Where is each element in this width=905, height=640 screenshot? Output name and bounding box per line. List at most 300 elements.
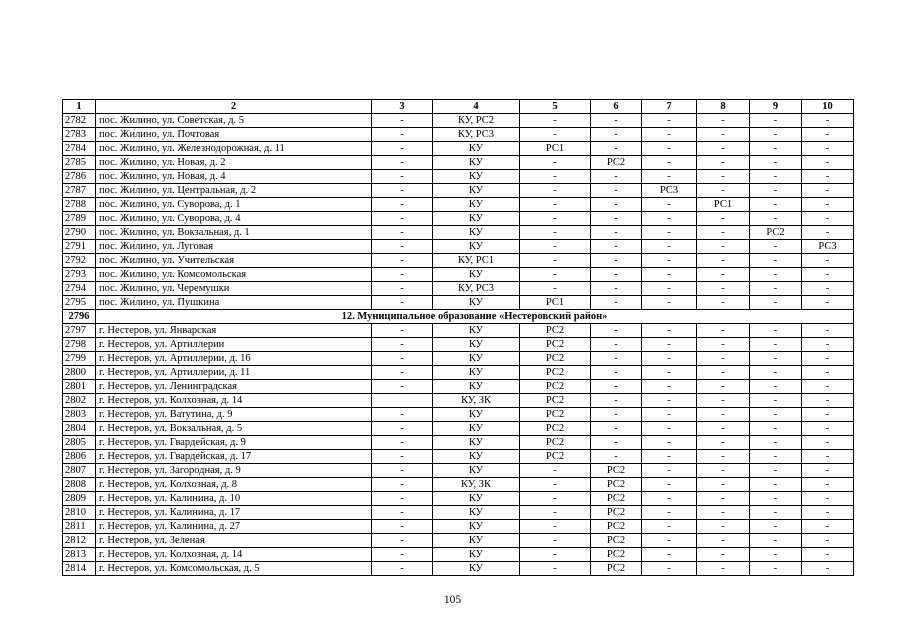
table-cell: - (802, 170, 854, 184)
table-row (63, 478, 854, 492)
table-cell: - (750, 548, 802, 562)
col-header-7: 7 (642, 100, 697, 114)
table-cell: - (802, 436, 854, 450)
table-cell: - (372, 240, 433, 254)
section-row-number: 2796 (63, 310, 96, 324)
table-cell: - (372, 338, 433, 352)
table-cell: - (520, 548, 591, 562)
table-cell: - (591, 380, 642, 394)
table-row (63, 212, 854, 226)
table-cell: КУ, ЗК (433, 394, 520, 408)
table-cell: - (591, 184, 642, 198)
table-cell: - (520, 240, 591, 254)
table-cell: - (591, 268, 642, 282)
table-cell: КУ (433, 562, 520, 576)
table-cell: - (750, 142, 802, 156)
address-cell: пос. Жилино, ул. Новая, д. 2 (96, 156, 372, 170)
address-cell: г. Нестеров, ул. Артиллерии, д. 16 (96, 352, 372, 366)
table-cell: - (802, 464, 854, 478)
table-cell: - (750, 464, 802, 478)
table-cell: - (642, 170, 697, 184)
row-number-cell: 2800 (63, 366, 96, 380)
table-cell: - (591, 128, 642, 142)
table-cell: КУ (433, 436, 520, 450)
table-cell: - (697, 394, 750, 408)
table-cell: - (697, 226, 750, 240)
table-cell: РС2 (520, 422, 591, 436)
table-cell: - (520, 464, 591, 478)
table-cell: РС2 (591, 464, 642, 478)
table-cell: - (372, 254, 433, 268)
table-cell: - (642, 128, 697, 142)
table-cell: - (697, 324, 750, 338)
table-cell: КУ (433, 296, 520, 310)
table-cell: - (802, 296, 854, 310)
col-header-8: 8 (697, 100, 750, 114)
table-cell: КУ (433, 212, 520, 226)
table-cell: - (750, 128, 802, 142)
table-cell: КУ (433, 492, 520, 506)
table-cell: - (802, 226, 854, 240)
table-cell: - (802, 534, 854, 548)
table-cell: - (802, 352, 854, 366)
address-cell: пос. Жилино, ул. Суворова, д. 1 (96, 198, 372, 212)
table-cell: - (372, 366, 433, 380)
table-cell: - (750, 268, 802, 282)
page-number: 105 (443, 594, 462, 606)
table-cell: - (697, 408, 750, 422)
table-cell: КУ, РС3 (433, 128, 520, 142)
table-cell: - (372, 422, 433, 436)
table-cell: - (372, 450, 433, 464)
table-cell: - (802, 394, 854, 408)
row-number-cell: 2801 (63, 380, 96, 394)
table-cell: - (697, 142, 750, 156)
table-cell: - (591, 422, 642, 436)
table-cell: - (591, 142, 642, 156)
table-row (63, 520, 854, 534)
address-cell: пос. Жилино, ул. Советская, д. 5 (96, 114, 372, 128)
table-cell: - (697, 450, 750, 464)
address-cell: г. Нестеров, ул. Колхозная, д. 14 (96, 394, 372, 408)
table-cell (372, 394, 433, 408)
address-cell: г. Нестеров, ул. Калинина, д. 17 (96, 506, 372, 520)
address-cell: пос. Жилино, ул. Пушкина (96, 296, 372, 310)
table-cell: - (591, 324, 642, 338)
section-row (63, 310, 854, 324)
table-cell: - (802, 562, 854, 576)
table-cell: - (591, 254, 642, 268)
table-cell: - (802, 506, 854, 520)
table-cell: - (591, 114, 642, 128)
table-cell: - (642, 478, 697, 492)
table-cell: - (802, 128, 854, 142)
row-number-cell: 2798 (63, 338, 96, 352)
table-cell: - (697, 128, 750, 142)
table-cell: - (750, 212, 802, 226)
table-cell: - (697, 240, 750, 254)
table-cell: - (642, 198, 697, 212)
table-cell: - (520, 492, 591, 506)
section-group (63, 310, 854, 324)
table-cell: - (372, 436, 433, 450)
table-row (63, 254, 854, 268)
row-number-cell: 2809 (63, 492, 96, 506)
table-cell: - (750, 184, 802, 198)
address-cell: г. Нестеров, ул. Артиллерии (96, 338, 372, 352)
table-cell: - (697, 548, 750, 562)
table-cell: РС1 (697, 198, 750, 212)
address-cell: пос. Жилино, ул. Учительская (96, 254, 372, 268)
address-cell: г. Нестеров, ул. Загородная, д. 9 (96, 464, 372, 478)
table-cell: - (591, 352, 642, 366)
table-cell: - (750, 422, 802, 436)
table-cell: - (591, 338, 642, 352)
table-row (63, 296, 854, 310)
table-cell: - (802, 156, 854, 170)
row-number-cell: 2791 (63, 240, 96, 254)
table-cell: - (802, 520, 854, 534)
table-cell: - (591, 394, 642, 408)
address-cell: г. Нестеров, ул. Колхозная, д. 8 (96, 478, 372, 492)
table-cell: - (520, 212, 591, 226)
table-cell: КУ (433, 142, 520, 156)
table-row (63, 324, 854, 338)
table-cell: КУ (433, 548, 520, 562)
table-cell: КУ (433, 324, 520, 338)
address-cell: пос. Жилино, ул. Вокзальная, д. 1 (96, 226, 372, 240)
row-number-cell: 2794 (63, 282, 96, 296)
row-number-cell: 2795 (63, 296, 96, 310)
table-cell: - (591, 170, 642, 184)
table-cell: - (750, 408, 802, 422)
table-cell: - (750, 450, 802, 464)
table-cell: - (697, 352, 750, 366)
col-header-5: 5 (520, 100, 591, 114)
table-cell: - (697, 520, 750, 534)
table-cell: - (697, 380, 750, 394)
table-cell: - (642, 520, 697, 534)
table-cell: - (642, 324, 697, 338)
table-row (63, 366, 854, 380)
address-cell: пос. Жилино, ул. Луговая (96, 240, 372, 254)
table-cell: - (520, 198, 591, 212)
table-cell: - (750, 170, 802, 184)
address-cell: г. Нестеров, ул. Артиллерии, д. 11 (96, 366, 372, 380)
table-cell: - (372, 520, 433, 534)
table-cell: - (802, 422, 854, 436)
table-cell: - (520, 520, 591, 534)
table-cell: - (750, 380, 802, 394)
table-cell: КУ, РС2 (433, 114, 520, 128)
table-cell: - (750, 198, 802, 212)
table-cell: - (642, 380, 697, 394)
table-cell: - (591, 240, 642, 254)
address-cell: г. Нестеров, ул. Калинина, д. 27 (96, 520, 372, 534)
table-cell: РС1 (520, 142, 591, 156)
table-cell: КУ (433, 520, 520, 534)
row-number-cell: 2810 (63, 506, 96, 520)
table-cell: - (750, 324, 802, 338)
table-cell: - (697, 282, 750, 296)
table-cell: - (642, 114, 697, 128)
table-cell: - (642, 394, 697, 408)
table-cell: КУ (433, 380, 520, 394)
table-cell: - (750, 352, 802, 366)
table-cell: - (802, 408, 854, 422)
col-header-10: 10 (802, 100, 854, 114)
table-cell: - (642, 408, 697, 422)
table-cell: - (802, 450, 854, 464)
table-cell: КУ (433, 268, 520, 282)
table-cell: - (642, 296, 697, 310)
table-cell: КУ (433, 422, 520, 436)
table-row (63, 562, 854, 576)
table-cell: - (697, 366, 750, 380)
address-cell: г. Нестеров, ул. Калинина, д. 10 (96, 492, 372, 506)
table-cell: КУ (433, 506, 520, 520)
table-cell: - (642, 352, 697, 366)
table-cell: - (520, 114, 591, 128)
rows-group-b (63, 324, 854, 576)
table-cell: - (750, 282, 802, 296)
table-cell: КУ (433, 366, 520, 380)
table-row (63, 464, 854, 478)
table-cell: - (372, 226, 433, 240)
table-cell: КУ (433, 198, 520, 212)
table-cell: - (520, 282, 591, 296)
table-cell: - (697, 212, 750, 226)
table-cell: - (372, 380, 433, 394)
col-header-9: 9 (750, 100, 802, 114)
table-cell: - (642, 338, 697, 352)
table-cell: - (642, 212, 697, 226)
table-cell: - (802, 492, 854, 506)
table-cell: - (697, 478, 750, 492)
table-cell: - (591, 450, 642, 464)
table-cell: - (372, 296, 433, 310)
table-cell: - (750, 366, 802, 380)
table-row (63, 422, 854, 436)
table-row (63, 184, 854, 198)
row-number-cell: 2814 (63, 562, 96, 576)
table-row (63, 142, 854, 156)
row-number-cell: 2793 (63, 268, 96, 282)
row-number-cell: 2783 (63, 128, 96, 142)
address-cell: г. Нестеров, ул. Ватутина, д. 9 (96, 408, 372, 422)
table-row (63, 198, 854, 212)
address-cell: пос. Жилино, ул. Суворова, д. 4 (96, 212, 372, 226)
table-cell: - (802, 198, 854, 212)
table-cell: - (591, 296, 642, 310)
table-cell: - (372, 128, 433, 142)
table-cell: - (750, 534, 802, 548)
table-cell: - (642, 226, 697, 240)
col-header-4: 4 (433, 100, 520, 114)
table-cell: - (802, 380, 854, 394)
table-row (63, 156, 854, 170)
table-cell: РС2 (520, 352, 591, 366)
table-row (63, 450, 854, 464)
table-cell: - (372, 548, 433, 562)
table-cell: РС2 (591, 478, 642, 492)
row-number-cell: 2805 (63, 436, 96, 450)
address-cell: г. Нестеров, ул. Гвардейская, д. 17 (96, 450, 372, 464)
table-cell: - (520, 226, 591, 240)
table-cell: - (642, 534, 697, 548)
col-header-6: 6 (591, 100, 642, 114)
table-cell: - (520, 562, 591, 576)
table-cell: - (802, 142, 854, 156)
table-cell: - (520, 506, 591, 520)
table-row (63, 534, 854, 548)
table-row (63, 240, 854, 254)
table-cell: - (372, 408, 433, 422)
section-title: 12. Муниципальное образование «Нестеровский район» (96, 310, 854, 324)
table-cell: РС2 (520, 338, 591, 352)
table-cell: - (372, 268, 433, 282)
table-row (63, 128, 854, 142)
table-cell: - (750, 296, 802, 310)
table-cell: - (802, 184, 854, 198)
address-cell: пос. Жилино, ул. Черемушки (96, 282, 372, 296)
table-cell: - (372, 156, 433, 170)
table-cell: - (642, 506, 697, 520)
table-cell: - (372, 114, 433, 128)
table-cell: - (591, 282, 642, 296)
row-number-cell: 2790 (63, 226, 96, 240)
table-cell: - (697, 114, 750, 128)
address-cell: г. Нестеров, ул. Январская (96, 324, 372, 338)
table-cell: РС2 (520, 436, 591, 450)
table-row (63, 282, 854, 296)
table-cell: КУ (433, 352, 520, 366)
table-cell: КУ (433, 170, 520, 184)
table-row (63, 338, 854, 352)
table-cell: РС2 (591, 520, 642, 534)
table-cell: - (642, 240, 697, 254)
table-cell: РС2 (591, 492, 642, 506)
table-cell: - (642, 282, 697, 296)
table-cell: КУ (433, 464, 520, 478)
table-cell: - (372, 464, 433, 478)
address-cell: пос. Жилино, ул. Новая, д. 4 (96, 170, 372, 184)
table-cell: РС2 (520, 380, 591, 394)
table-cell: - (802, 254, 854, 268)
table-cell: КУ (433, 240, 520, 254)
table-cell: - (520, 268, 591, 282)
table-row (63, 380, 854, 394)
table-cell: - (750, 156, 802, 170)
table-cell: РС2 (591, 156, 642, 170)
table-cell: - (750, 520, 802, 534)
table-cell: - (750, 338, 802, 352)
table-cell: - (520, 128, 591, 142)
table-cell: - (642, 436, 697, 450)
table-cell: - (642, 548, 697, 562)
table-row (63, 170, 854, 184)
table-row (63, 506, 854, 520)
table-cell: - (591, 226, 642, 240)
table-cell: КУ (433, 184, 520, 198)
table-cell: - (591, 212, 642, 226)
table-cell: КУ (433, 408, 520, 422)
table-cell: - (520, 170, 591, 184)
address-cell: г. Нестеров, ул. Ленинградская (96, 380, 372, 394)
row-number-cell: 2806 (63, 450, 96, 464)
table-cell: КУ (433, 534, 520, 548)
table-cell: - (372, 184, 433, 198)
table-cell: - (642, 366, 697, 380)
table-cell: - (697, 534, 750, 548)
table-cell: - (802, 282, 854, 296)
address-cell: пос. Жилино, ул. Почтовая (96, 128, 372, 142)
table-cell: - (520, 156, 591, 170)
table-cell: КУ (433, 226, 520, 240)
table-cell: КУ, РС3 (433, 282, 520, 296)
table-cell: - (372, 534, 433, 548)
table-cell: КУ, РС1 (433, 254, 520, 268)
table-cell: - (697, 492, 750, 506)
table-cell: - (372, 198, 433, 212)
table-cell: - (591, 436, 642, 450)
table-cell: РС3 (802, 240, 854, 254)
table-cell: - (750, 506, 802, 520)
table-cell: - (802, 268, 854, 282)
table-cell: - (697, 562, 750, 576)
table-cell: РС2 (520, 394, 591, 408)
table-cell: - (372, 282, 433, 296)
table-cell: - (750, 394, 802, 408)
row-number-cell: 2808 (63, 478, 96, 492)
table-cell: - (591, 366, 642, 380)
table-cell: - (750, 114, 802, 128)
row-number-cell: 2784 (63, 142, 96, 156)
table-cell: - (697, 184, 750, 198)
table-cell: - (697, 464, 750, 478)
table-cell: - (642, 268, 697, 282)
table-cell: - (697, 296, 750, 310)
row-number-cell: 2812 (63, 534, 96, 548)
table-cell: - (642, 156, 697, 170)
table-row (63, 226, 854, 240)
table-cell: - (372, 212, 433, 226)
row-number-cell: 2807 (63, 464, 96, 478)
address-cell: пос. Жилино, ул. Железнодорожная, д. 11 (96, 142, 372, 156)
table-row (63, 352, 854, 366)
table-cell: РС2 (591, 548, 642, 562)
table-cell: - (802, 324, 854, 338)
table-cell: - (372, 506, 433, 520)
table-cell: - (750, 492, 802, 506)
table-cell: КУ (433, 156, 520, 170)
address-cell: г. Нестеров, ул. Колхозная, д. 14 (96, 548, 372, 562)
table-row (63, 114, 854, 128)
row-number-cell: 2787 (63, 184, 96, 198)
table-cell: РС3 (642, 184, 697, 198)
table-cell: - (642, 422, 697, 436)
table-cell: - (750, 436, 802, 450)
table-cell: - (520, 254, 591, 268)
table-cell: - (802, 548, 854, 562)
table-cell: РС2 (520, 450, 591, 464)
table-cell: РС2 (591, 562, 642, 576)
address-cell: пос. Жилино, ул. Центральная, д. 2 (96, 184, 372, 198)
table-cell: - (697, 338, 750, 352)
register-table (62, 99, 854, 576)
table-cell: - (802, 478, 854, 492)
col-header-2: 2 (96, 100, 372, 114)
